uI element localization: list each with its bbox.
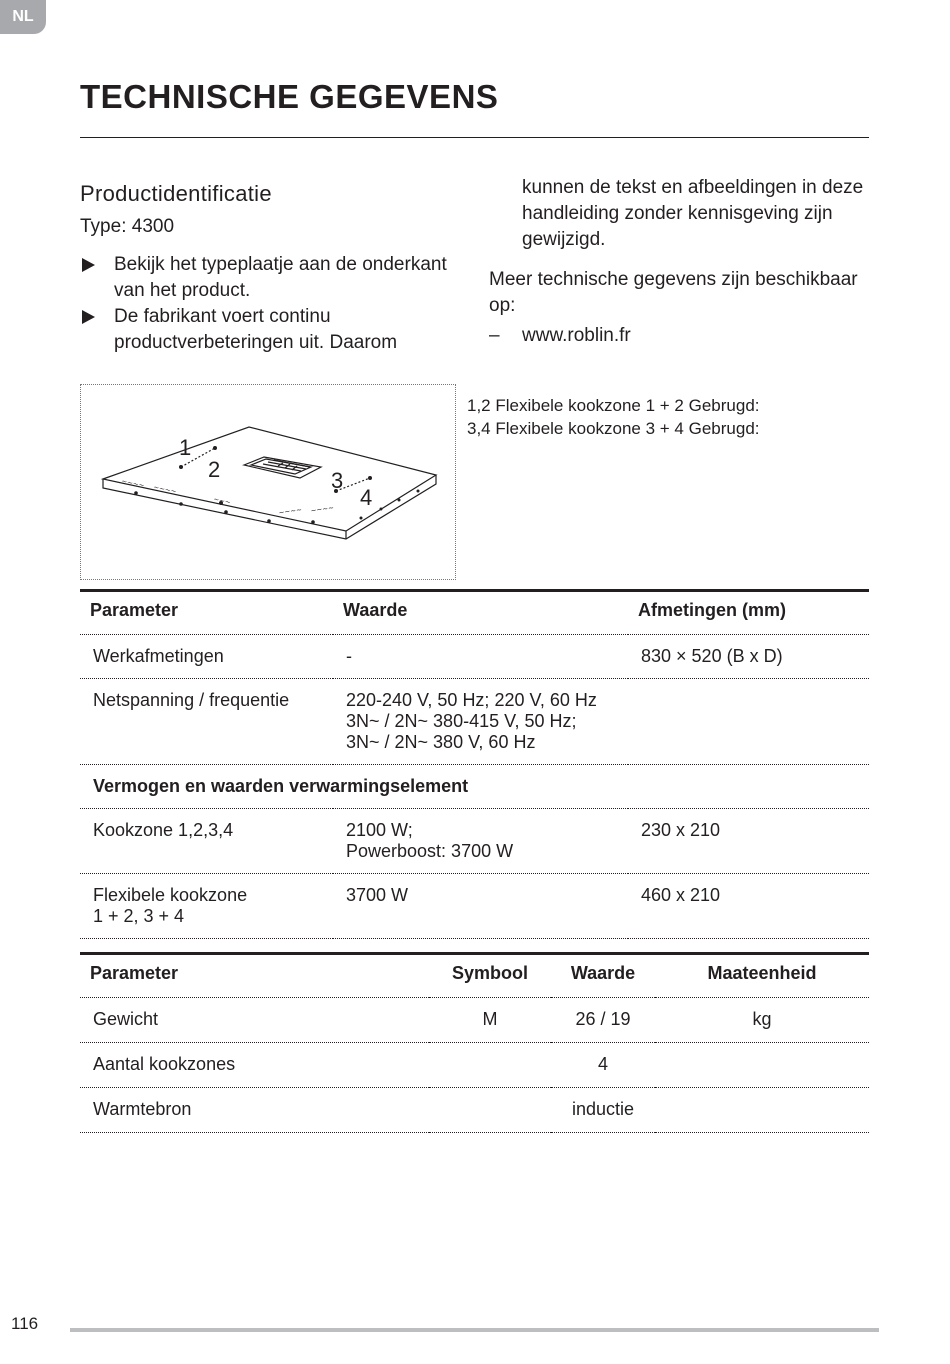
- cell-symbol: [429, 1088, 551, 1133]
- triangle-bullet-icon: [82, 258, 95, 272]
- more-info-text: Meer technische gegevens zijn beschikbaar op:: [489, 269, 858, 316]
- table-row: [80, 998, 869, 1043]
- zone-number-1: 1: [179, 435, 192, 460]
- table-row: [80, 1043, 869, 1088]
- bullet-text: De fabrikant voert continu productverbeteringen uit. Daarom: [114, 306, 398, 353]
- cell-symbol: M: [429, 998, 551, 1043]
- zone-number-4: 4: [360, 485, 373, 510]
- product-identification-continued: [489, 175, 874, 349]
- language-badge: NL: [0, 0, 46, 34]
- zone-number-3: 3: [331, 468, 344, 493]
- column-header: Waarde: [333, 591, 628, 635]
- column-header: Afmetingen (mm): [628, 591, 869, 635]
- cell-value: 2100 W; Powerboost: 3700 W: [333, 809, 628, 874]
- cell-parameter: Flexibele kookzone 1 + 2, 3 + 4: [80, 874, 333, 939]
- cell-parameter: Gewicht: [80, 998, 429, 1043]
- bullet-item: [80, 304, 460, 356]
- section-heading: Productidentificatie: [80, 181, 272, 206]
- cell-dimensions: 830 × 520 (B x D): [628, 635, 869, 679]
- continuation-text: kunnen de tekst en afbeeldingen in deze handleiding zonder kennisgeving zijn gewijzigd.: [522, 177, 864, 250]
- zone-number-2: 2: [208, 457, 221, 482]
- cell-value: inductie: [551, 1088, 655, 1133]
- cell-value: 220-240 V, 50 Hz; 220 V, 60 Hz 3N~ / 2N~ 380-415 V, 50 Hz; 3N~ / 2N~ 380 V, 60 Hz: [333, 679, 628, 765]
- svg-text:~~~: ~~~: [212, 495, 232, 507]
- page-number: 116: [11, 1314, 39, 1333]
- svg-text:~~~~: ~~~~: [120, 477, 146, 490]
- cell-parameter: Kookzone 1,2,3,4: [80, 809, 333, 874]
- table-row: [80, 874, 869, 939]
- svg-text:~~~~: ~~~~: [310, 503, 335, 515]
- dash: –: [489, 325, 500, 346]
- column-header: Symbool: [429, 954, 551, 998]
- column-header: Waarde: [551, 954, 655, 998]
- footer-rule: [70, 1328, 879, 1332]
- cell-symbol: [429, 1043, 551, 1088]
- cell-parameter: Werkafmetingen: [80, 635, 333, 679]
- cell-parameter: Warmtebron: [80, 1088, 429, 1133]
- column-header: Parameter: [80, 591, 333, 635]
- table-header-row: [80, 591, 869, 635]
- table-subheading: Vermogen en waarden verwarmingselement: [80, 765, 869, 809]
- legend-line: 3,4 Flexibele kookzone 3 + 4 Gebrugd:: [467, 419, 760, 438]
- triangle-bullet-icon: [82, 310, 95, 324]
- cell-unit: [655, 1043, 869, 1088]
- cell-value: 26 / 19: [551, 998, 655, 1043]
- bullet-item: [80, 252, 460, 304]
- legend-line: 1,2 Flexibele kookzone 1 + 2 Gebrugd:: [467, 396, 760, 415]
- column-header: Parameter: [80, 954, 429, 998]
- type-line: Type: 4300: [80, 216, 175, 237]
- table-subheading-row: [80, 765, 869, 809]
- cell-unit: [655, 1088, 869, 1133]
- dimensions-table: [80, 589, 869, 939]
- cell-unit: kg: [655, 998, 869, 1043]
- cell-dimensions: 460 x 210: [628, 874, 869, 939]
- parameters-table: [80, 952, 869, 1133]
- cell-parameter: Aantal kookzones: [80, 1043, 429, 1088]
- cell-dimensions: 230 x 210: [628, 809, 869, 874]
- cooktop-illustration: [81, 385, 455, 579]
- website-url: www.roblin.fr: [522, 325, 631, 346]
- table-header-row: [80, 954, 869, 998]
- title-divider: [80, 137, 869, 138]
- cell-dimensions: [628, 679, 869, 765]
- cooktop-figure: [80, 384, 456, 580]
- table-row: [80, 635, 869, 679]
- cell-value: 4: [551, 1043, 655, 1088]
- product-identification-section: [80, 180, 460, 356]
- bullet-list: [80, 252, 460, 356]
- cell-value: 3700 W: [333, 874, 628, 939]
- figure-legend: [467, 394, 760, 440]
- cell-parameter: Netspanning / frequentie: [80, 679, 333, 765]
- svg-text:~~~~: ~~~~: [152, 483, 178, 496]
- bullet-text: Bekijk het typeplaatje aan de onderkant van het product.: [114, 254, 447, 301]
- column-header: Maateenheid: [655, 954, 869, 998]
- svg-text:~~~~: ~~~~: [278, 505, 303, 517]
- table-row: [80, 1088, 869, 1133]
- cell-value: -: [333, 635, 628, 679]
- url-line: [489, 323, 874, 349]
- table-row: [80, 809, 869, 874]
- page-title: TECHNISCHE GEGEVENS: [80, 78, 499, 115]
- table-row: [80, 679, 869, 765]
